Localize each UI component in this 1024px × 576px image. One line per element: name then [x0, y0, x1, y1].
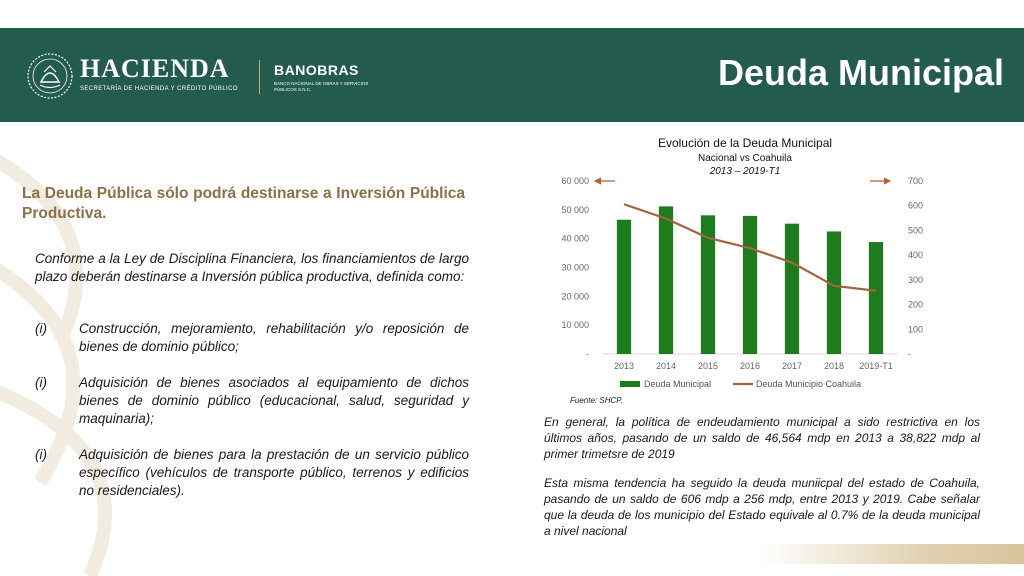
list-item-number: (i): [35, 375, 47, 390]
bar-deuda-municipal: [617, 220, 631, 354]
bar-deuda-municipal: [785, 224, 799, 354]
chart-subtitle: Nacional vs Coahuila: [698, 153, 792, 164]
y-left-tick-label: 30 000: [561, 262, 589, 273]
y-left-tick-label: -: [586, 349, 589, 359]
chart-period: 2013 – 2019-T1: [709, 166, 781, 177]
y-right-tick-label: 600: [908, 200, 924, 211]
x-tick-label: 2015: [697, 361, 719, 371]
y-right-tick-label: 300: [908, 274, 924, 285]
y-left-tick-label: 60 000: [561, 176, 589, 186]
legend-label: Deuda Municipal: [644, 379, 712, 389]
top-strip: [0, 0, 1024, 28]
chart-title: Evolución de la Deuda Municipal: [657, 136, 833, 150]
list-item: [35, 446, 469, 504]
list-item: [35, 320, 469, 360]
bar-deuda-municipal: [743, 216, 757, 354]
bar-deuda-municipal: [659, 206, 673, 354]
y-right-tick-label: 400: [908, 250, 924, 261]
hacienda-logo-text: HACIENDA: [80, 54, 230, 83]
list-item-text: Adquisición de bienes asociados al equipamiento de dichos bienes de dominio público (educacional, salud, seguridad y maquinaria);: [79, 375, 469, 426]
chart-source: Fuente: SHCP.: [570, 396, 623, 405]
x-tick-label: 2013: [613, 361, 635, 371]
x-tick-label: 2016: [739, 361, 761, 371]
debt-chart: [545, 130, 940, 408]
y-left-tick-label: 50 000: [561, 204, 589, 215]
y-right-tick-label: 200: [908, 299, 924, 310]
logo-divider: [259, 60, 260, 94]
banobras-logo: [274, 62, 384, 96]
page-title: Deuda Municipal: [717, 52, 1004, 93]
legend-swatch-bar: [620, 381, 640, 387]
list-item-text: Construcción, mejoramiento, rehabilitación y/o reposición de bienes de dominio público;: [79, 321, 469, 354]
banobras-logo-text: BANOBRAS: [274, 62, 359, 78]
y-right-tick-label: 700: [908, 176, 924, 186]
y-right-tick-label: -: [908, 349, 911, 359]
coat-of-arms-icon: [26, 52, 74, 100]
x-tick-label: 2018: [823, 361, 845, 371]
intro-paragraph: Conforme a la Ley de Disciplina Financiera, los financiamientos de largo plazo deberán destinarse a Inversión pública productiva, definida como:: [35, 251, 469, 284]
x-tick-label: 2017: [781, 361, 803, 371]
bar-deuda-municipal: [827, 231, 841, 354]
y-right-tick-label: 100: [908, 324, 924, 335]
list-item-number: (i): [35, 321, 47, 336]
list-item: [35, 374, 469, 432]
banobras-logo-subtext: BANCO NACIONAL DE OBRAS Y SERVICIOS PÚBLICOS S.N.C.: [274, 81, 369, 92]
decorative-band: [760, 544, 1024, 564]
analysis-note: Esta misma tendencia ha seguido la deuda muniicpal del estado de Coahuila, pasando de un saldo de 606 mdp a 256 mdp, entre 2013 y 2019. Cabe señalar que la deuda de los municipio del Estado equivale al 0.7% de la deuda municipal a nivel nacional: [544, 476, 980, 538]
section-subtitle: La Deuda Pública sólo podrá destinarse a Inversión Pública Productiva.: [22, 185, 465, 223]
header-banner: [0, 28, 1024, 122]
list-item-text: Adquisición de bienes para la prestación de un servicio público específico (vehículos de transporte público, terrenos y edificios no residenciales).: [79, 447, 469, 498]
y-left-tick-label: 10 000: [561, 320, 589, 331]
x-tick-label: 2019-T1: [859, 361, 893, 371]
hacienda-logo-subtext: SECRETARÍA DE HACIENDA Y CRÉDITO PÚBLICO: [80, 86, 238, 92]
hacienda-logo: [26, 50, 256, 104]
y-right-tick-label: 500: [908, 225, 924, 236]
x-tick-label: 2014: [655, 361, 677, 371]
list-item-number: (i): [35, 447, 47, 462]
legend-label: Deuda Municipio Coahuila: [756, 379, 862, 389]
y-left-tick-label: 20 000: [561, 291, 589, 302]
bar-deuda-municipal: [869, 242, 883, 354]
y-left-tick-label: 40 000: [561, 233, 589, 244]
analysis-note: En general, la política de endeudamiento municipal a sido restrictiva en los últimos años, pasando de un saldo de 46,564 mdp en 2013 a 38,822 mdp al primer trimetsre de 2019: [544, 415, 980, 461]
